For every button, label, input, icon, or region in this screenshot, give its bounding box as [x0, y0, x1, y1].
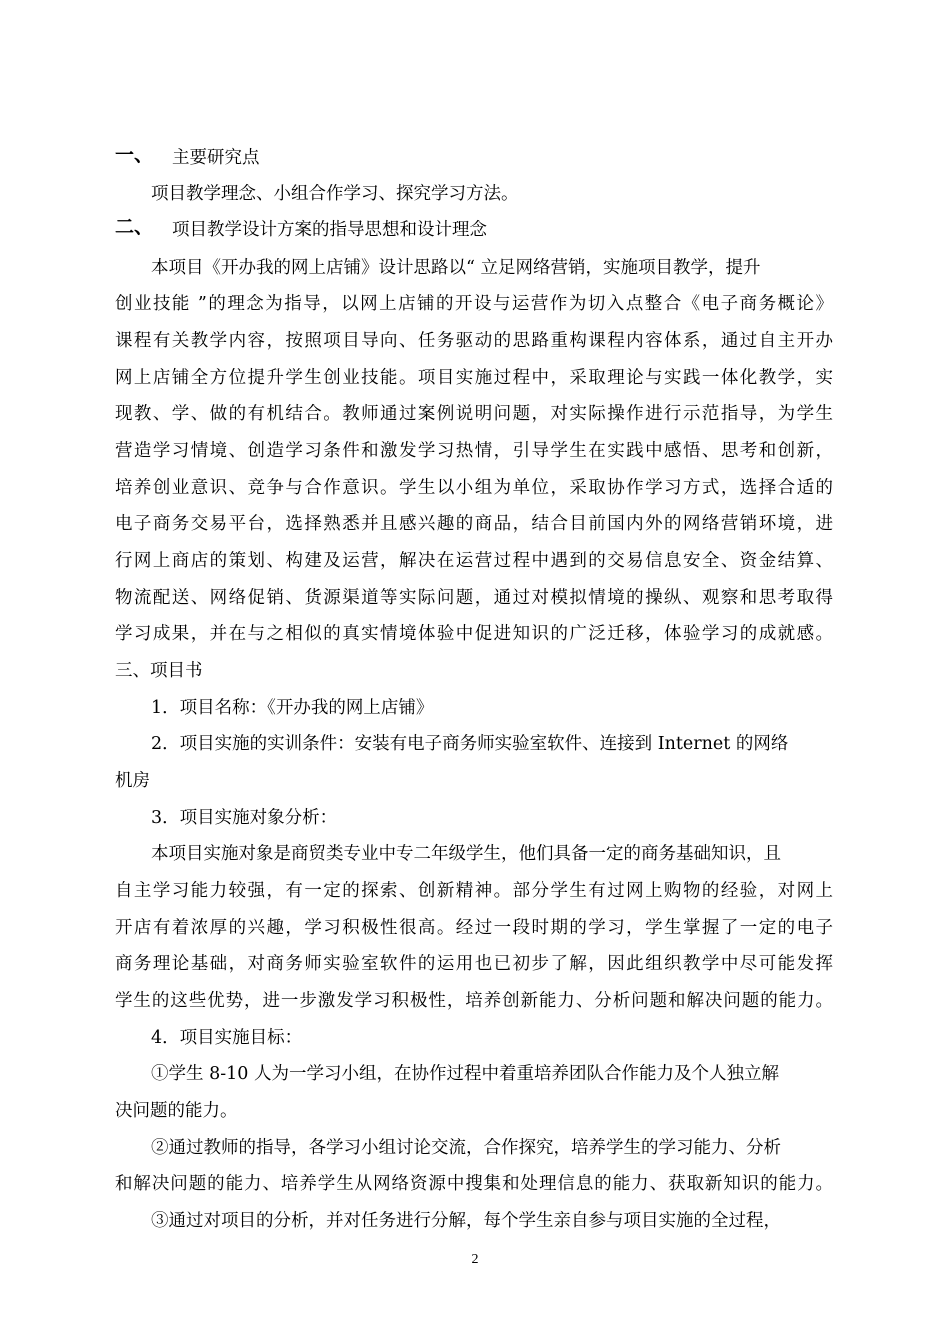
paragraph-line: 行网上商店的策划、构建及运营，解决在运营过程中遇到的交易信息安全、资金结算、: [115, 551, 833, 571]
paragraph-line: 学生的这些优势，进一步激发学习积极性，培养创新能力、分析问题和解决问题的能力。: [115, 991, 833, 1011]
paragraph-line: ②通过教师的指导，各学习小组讨论交流，合作探究，培养学生的学习能力、分析: [151, 1138, 781, 1158]
section-heading: 主要研究点: [172, 148, 260, 168]
section-heading: 三、项目书: [115, 661, 203, 681]
paragraph-line: 3．项目实施对象分析：: [151, 808, 338, 828]
paragraph-line: 4．项目实施目标：: [151, 1028, 303, 1048]
paragraph-line: 电子商务交易平台，选择熟悉并且感兴趣的商品，结合目前国内外的网络营销环境，进: [115, 514, 833, 534]
paragraph-line: 网上店铺全方位提升学生创业技能。项目实施过程中，采取理论与实践一体化教学，实: [115, 368, 833, 388]
section-number: 一、: [115, 144, 154, 166]
section-number: 二、: [115, 216, 154, 238]
paragraph-line: ③通过对项目的分析，并对任务进行分解，每个学生亲自参与项目实施的全过程，: [151, 1211, 781, 1231]
paragraph-line: ①学生 8-10 人为一学习小组，在协作过程中着重培养团队合作能力及个人独立解: [151, 1064, 779, 1084]
paragraph-line: 机房: [115, 771, 150, 791]
paragraph-line: 和解决问题的能力、培养学生从网络资源中搜集和处理信息的能力、获取新知识的能力。: [115, 1174, 833, 1194]
paragraph-line: 营造学习情境、创造学习条件和激发学习热情，引导学生在实践中感悟、思考和创新，: [115, 441, 833, 461]
paragraph-line: 创业技能 ”的理念为指导，以网上店铺的开设与运营作为切入点整合《电子商务概论》: [115, 294, 833, 314]
paragraph-line: 学习成果，并在与之相似的真实情境体验中促进知识的广泛迁移，体验学习的成就感。: [115, 624, 833, 644]
paragraph-line: 商务理论基础，对商务师实验室软件的运用也已初步了解，因此组织教学中尽可能发挥: [115, 954, 833, 974]
paragraph-line: 本项目《开办我的网上店铺》设计思路以“ 立足网络营销，实施项目教学，提升: [151, 258, 761, 278]
paragraph-line: 1．项目名称：《开办我的网上店铺》: [151, 698, 434, 718]
paragraph-line: 本项目实施对象是商贸类专业中专二年级学生，他们具备一定的商务基础知识，且: [151, 844, 781, 864]
paragraph-line: 项目教学理念、小组合作学习、探究学习方法。: [151, 184, 519, 204]
paragraph-line: 决问题的能力。: [115, 1101, 238, 1121]
page-number: 2: [471, 1252, 479, 1267]
paragraph-line: 自主学习能力较强，有一定的探索、创新精神。部分学生有过网上购物的经验，对网上: [115, 881, 833, 901]
paragraph-line: 课程有关教学内容，按照项目导向、任务驱动的思路重构课程内容体系，通过自主开办: [115, 331, 833, 351]
paragraph-line: 2．项目实施的实训条件：安装有电子商务师实验室软件、连接到 Internet 的网络: [151, 734, 789, 754]
paragraph-line: 开店有着浓厚的兴趣，学习积极性很高。经过一段时期的学习，学生掌握了一定的电子: [115, 918, 833, 938]
section-heading: 项目教学设计方案的指导思想和设计理念: [172, 220, 487, 240]
paragraph-line: 现教、学、做的有机结合。教师通过案例说明问题，对实际操作进行示范指导，为学生: [115, 404, 833, 424]
paragraph-line: 物流配送、网络促销、货源渠道等实际问题，通过对模拟情境的操纵、观察和思考取得: [115, 588, 833, 608]
paragraph-line: 培养创业意识、竞争与合作意识。学生以小组为单位，采取协作学习方式，选择合适的: [115, 478, 833, 498]
